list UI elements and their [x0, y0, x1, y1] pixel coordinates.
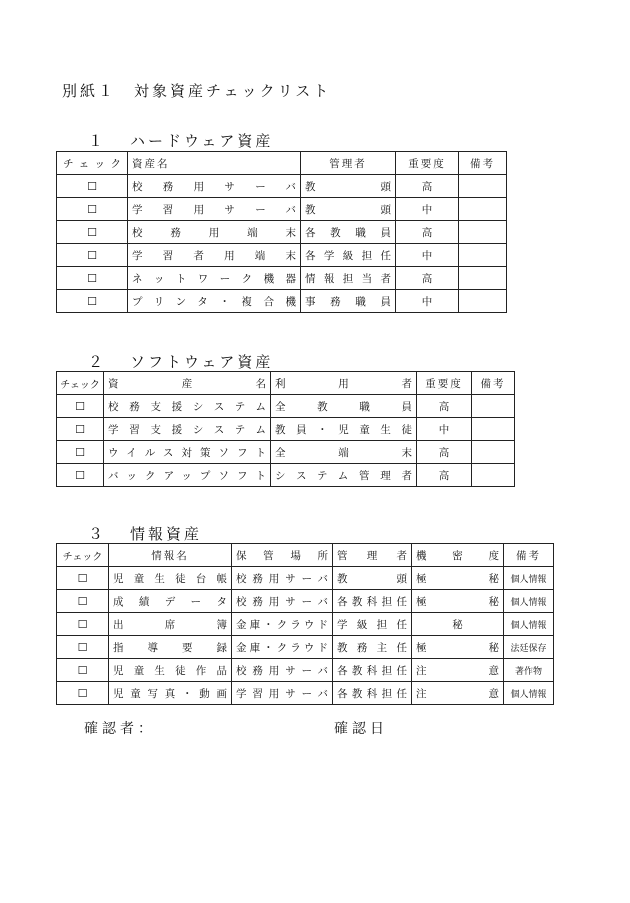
info-name: 児童生徒台帳 — [109, 567, 232, 590]
header-importance: 重要度 — [417, 372, 472, 395]
checkbox[interactable]: ☐ — [57, 567, 109, 590]
location: 校務用サーバ — [232, 590, 333, 613]
note — [472, 464, 515, 487]
section-number: ３ — [88, 525, 107, 543]
header-secrecy: 機密度 — [412, 544, 504, 567]
section-number: １ — [88, 132, 107, 150]
information-table — [56, 543, 554, 705]
asset-name: ネットワーク機器 — [128, 267, 301, 290]
checklist-title: 対象資産チェックリスト — [134, 82, 332, 100]
table-row — [57, 175, 507, 198]
software-table — [56, 371, 515, 487]
section-heading: 情報資産 — [130, 525, 203, 543]
note — [459, 221, 507, 244]
checkbox[interactable]: ☐ — [57, 636, 109, 659]
note — [472, 418, 515, 441]
header-note: 備考 — [459, 152, 507, 175]
table-row — [57, 567, 554, 590]
note: 個人情報 — [504, 682, 554, 705]
table-row — [57, 418, 515, 441]
location: 学習用サーバ — [232, 682, 333, 705]
information-section-title — [88, 523, 202, 544]
importance: 高 — [396, 175, 459, 198]
manager: 教頭 — [333, 567, 412, 590]
checkbox[interactable]: ☐ — [57, 682, 109, 705]
info-name: 成績データ — [109, 590, 232, 613]
note: 個人情報 — [504, 613, 554, 636]
hardware-section-title — [88, 130, 273, 151]
header-info-name: 情報名 — [109, 544, 232, 567]
header-asset-name: 資産名 — [128, 152, 301, 175]
user: システム管理者 — [271, 464, 417, 487]
software-section-title — [88, 351, 273, 372]
manager: 各教科担任 — [333, 659, 412, 682]
checkbox[interactable]: ☐ — [57, 613, 109, 636]
table-row — [57, 659, 554, 682]
checkbox[interactable]: ☐ — [57, 175, 128, 198]
manager: 各教職員 — [301, 221, 396, 244]
manager: 各学級担任 — [301, 244, 396, 267]
confirmation-date-label: 確認日 — [334, 721, 388, 737]
location: 校務用サーバ — [232, 567, 333, 590]
manager: 事務職員 — [301, 290, 396, 313]
asset-name: 学習者用端末 — [128, 244, 301, 267]
checkbox[interactable]: ☐ — [57, 464, 104, 487]
header-check: チェック — [57, 152, 128, 175]
checkbox[interactable]: ☐ — [57, 659, 109, 682]
importance: 中 — [396, 198, 459, 221]
manager: 学級担任 — [333, 613, 412, 636]
table-header-row — [57, 372, 515, 395]
header-importance: 重要度 — [396, 152, 459, 175]
table-header-row — [57, 152, 507, 175]
info-name: 児童生徒作品 — [109, 659, 232, 682]
note — [459, 244, 507, 267]
importance: 高 — [417, 441, 472, 464]
confirmer-label: 確認者： — [84, 721, 156, 737]
note — [459, 290, 507, 313]
checkbox[interactable]: ☐ — [57, 221, 128, 244]
note — [472, 441, 515, 464]
section-heading: ソフトウェア資産 — [130, 353, 274, 371]
note — [459, 267, 507, 290]
table-row — [57, 395, 515, 418]
location: 校務用サーバ — [232, 659, 333, 682]
location: 金庫・クラウド — [232, 613, 333, 636]
secrecy: 秘 — [412, 613, 504, 636]
note: 法廷保存 — [504, 636, 554, 659]
secrecy: 極秘 — [412, 567, 504, 590]
table-row — [57, 244, 507, 267]
checkbox[interactable]: ☐ — [57, 198, 128, 221]
table-row — [57, 441, 515, 464]
secrecy: 極秘 — [412, 590, 504, 613]
checkbox[interactable]: ☐ — [57, 267, 128, 290]
importance: 中 — [396, 290, 459, 313]
secrecy: 注意 — [412, 659, 504, 682]
asset-name: 学習支援システム — [104, 418, 271, 441]
header-check: チェック — [57, 544, 109, 567]
manager: 情報担当者 — [301, 267, 396, 290]
note — [459, 175, 507, 198]
table-row — [57, 636, 554, 659]
section-number: ２ — [88, 353, 107, 371]
note: 個人情報 — [504, 590, 554, 613]
note — [472, 395, 515, 418]
checkbox[interactable]: ☐ — [57, 395, 104, 418]
asset-name: 校務用端末 — [128, 221, 301, 244]
checkbox[interactable]: ☐ — [57, 441, 104, 464]
location: 金庫・クラウド — [232, 636, 333, 659]
info-name: 出席簿 — [109, 613, 232, 636]
user: 全端末 — [271, 441, 417, 464]
info-name: 指導要録 — [109, 636, 232, 659]
table-row — [57, 464, 515, 487]
header-asset-name: 資産名 — [104, 372, 271, 395]
table-row — [57, 290, 507, 313]
info-name: 児童写真・動画 — [109, 682, 232, 705]
user: 全教職員 — [271, 395, 417, 418]
asset-name: 校務支援システム — [104, 395, 271, 418]
note: 個人情報 — [504, 567, 554, 590]
section-heading: ハードウェア資産 — [130, 132, 274, 150]
header-check: チェック — [57, 372, 104, 395]
user: 教員・児童生徒 — [271, 418, 417, 441]
note — [459, 198, 507, 221]
table-header-row — [57, 544, 554, 567]
importance: 高 — [396, 267, 459, 290]
header-manager: 管理者 — [333, 544, 412, 567]
document-title — [62, 80, 331, 101]
importance: 中 — [396, 244, 459, 267]
secrecy: 注意 — [412, 682, 504, 705]
checkbox[interactable]: ☐ — [57, 590, 109, 613]
attachment-label: 別紙１ — [62, 82, 117, 100]
checkbox[interactable]: ☐ — [57, 418, 104, 441]
manager: 教務主任 — [333, 636, 412, 659]
table-row — [57, 198, 507, 221]
asset-name: 校務用サーバ — [128, 175, 301, 198]
table-row — [57, 221, 507, 244]
header-note: 備考 — [472, 372, 515, 395]
manager: 各教科担任 — [333, 590, 412, 613]
importance: 高 — [417, 464, 472, 487]
note: 著作物 — [504, 659, 554, 682]
importance: 高 — [417, 395, 472, 418]
table-row — [57, 613, 554, 636]
importance: 高 — [396, 221, 459, 244]
checkbox[interactable]: ☐ — [57, 290, 128, 313]
asset-name: プリンタ・複合機 — [128, 290, 301, 313]
table-row — [57, 267, 507, 290]
asset-name: バックアップソフト — [104, 464, 271, 487]
table-row — [57, 682, 554, 705]
asset-name: 学習用サーバ — [128, 198, 301, 221]
table-row — [57, 590, 554, 613]
manager: 各教科担任 — [333, 682, 412, 705]
header-location: 保管場所 — [232, 544, 333, 567]
manager: 教頭 — [301, 175, 396, 198]
checkbox[interactable]: ☐ — [57, 244, 128, 267]
header-user: 利用者 — [271, 372, 417, 395]
header-note: 備考 — [504, 544, 554, 567]
secrecy: 極秘 — [412, 636, 504, 659]
manager: 教頭 — [301, 198, 396, 221]
hardware-table — [56, 151, 507, 313]
importance: 中 — [417, 418, 472, 441]
asset-name: ウイルス対策ソフト — [104, 441, 271, 464]
header-manager: 管理者 — [301, 152, 396, 175]
